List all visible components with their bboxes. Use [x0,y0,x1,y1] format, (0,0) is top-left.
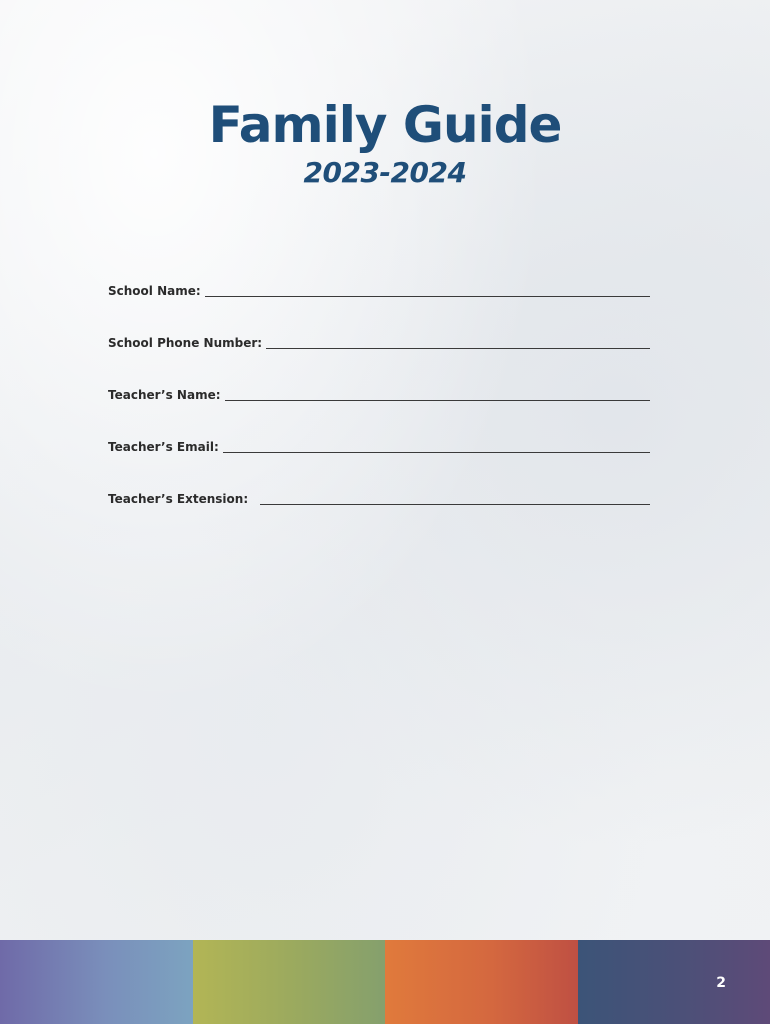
teacher-email-label: Teacher’s Email: [108,440,219,454]
school-name-field [108,278,650,298]
school-phone-label: School Phone Number: [108,336,263,350]
footer-segment-green [193,940,386,1024]
page-title: Family Guide [208,96,562,154]
teacher-name-field [108,382,650,402]
footer-color-bar [0,940,770,1024]
school-phone-line[interactable] [266,334,650,349]
school-phone-field [108,330,650,350]
footer-segment-orange [385,940,578,1024]
teacher-extension-label: Teacher’s Extension: [108,492,249,506]
school-name-line[interactable] [205,282,650,297]
footer-segment-navy [578,940,770,1024]
teacher-email-line[interactable] [223,438,650,453]
teacher-email-field [108,434,650,454]
school-name-label: School Name: [108,284,201,298]
teacher-name-line[interactable] [225,386,650,401]
teacher-extension-line[interactable] [260,490,650,505]
teacher-name-label: Teacher’s Name: [108,388,221,402]
footer-segment-purple [0,940,193,1024]
teacher-extension-field [108,486,650,506]
page-number: 2 [716,975,726,991]
page-subtitle: 2023-2024 [303,156,467,189]
info-form [108,278,650,538]
